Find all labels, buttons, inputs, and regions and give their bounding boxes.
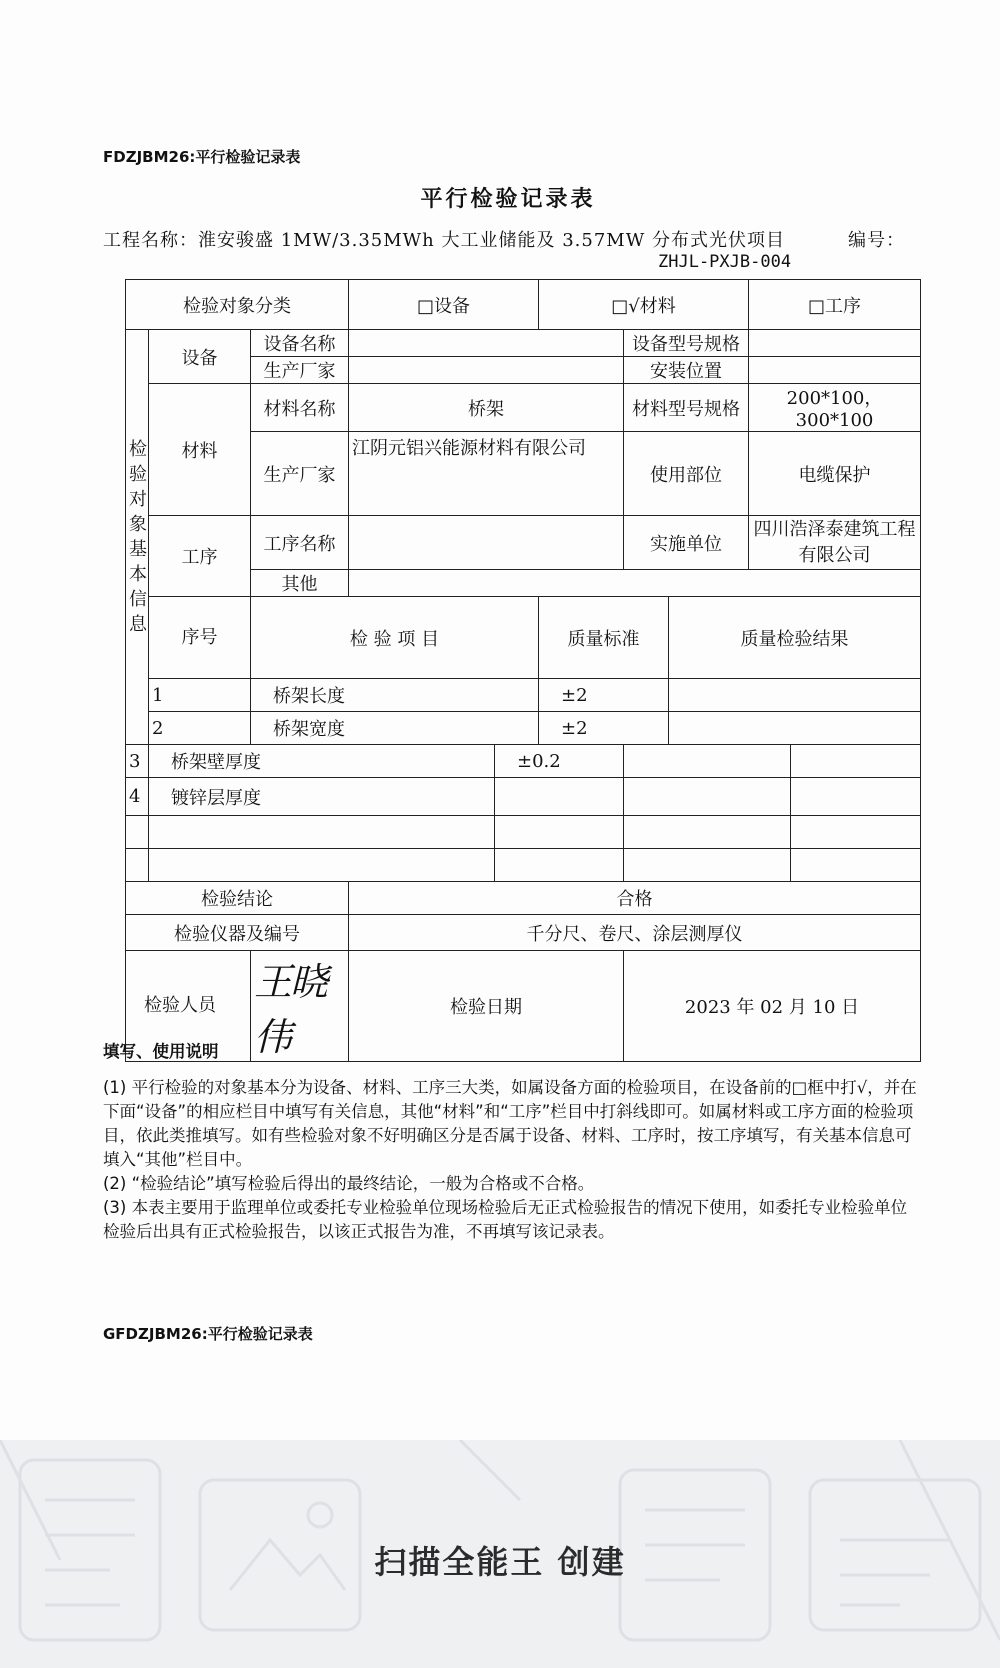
table-row	[126, 849, 921, 882]
item-remark[interactable]	[791, 849, 921, 882]
material-name-label: 材料名称	[251, 384, 349, 432]
date-value[interactable]: 2023 年 02 月 10 日	[624, 951, 921, 1062]
item-result[interactable]	[624, 778, 791, 816]
project-name: 淮安骏盛 1MW/3.35MWh 大工业储能及 3.57MW 分布式光伏项目	[198, 230, 785, 251]
note-2: (2) “检验结论”填写检验后得出的最终结论，一般为合格或不合格。	[103, 1174, 595, 1193]
material-maker-label: 生产厂家	[251, 432, 349, 516]
category-label: 检验对象分类	[126, 280, 349, 330]
material-usage-label: 使用部位	[624, 432, 749, 516]
items-standard-header: 质量标准	[539, 597, 669, 679]
equipment-maker-value[interactable]	[349, 357, 624, 384]
item-no: 1	[149, 679, 251, 712]
item-standard	[495, 778, 624, 816]
items-item-header: 检 验 项 目	[251, 597, 539, 679]
item-no: 3	[126, 745, 149, 778]
equipment-location-label: 安装位置	[624, 357, 749, 384]
item-result[interactable]	[624, 816, 791, 849]
item-no	[126, 816, 149, 849]
item-standard: ±2	[539, 712, 669, 745]
material-model-label: 材料型号规格	[624, 384, 749, 432]
project-label: 工程名称：	[103, 230, 198, 251]
serial-number: ZHJL-PXJB-004	[658, 252, 792, 272]
process-unit-value[interactable]: 四川浩泽泰建筑工程有限公司	[749, 516, 921, 570]
item-name: 桥架长度	[251, 679, 539, 712]
table-row	[126, 778, 921, 816]
date-label: 检验日期	[349, 951, 624, 1062]
equipment-model-label: 设备型号规格	[624, 330, 749, 357]
equipment-location-value[interactable]	[749, 357, 921, 384]
item-name: 镀锌层厚度	[149, 778, 495, 816]
doc-code: FDZJBM26:平行检验记录表	[103, 148, 301, 166]
equipment-name-label: 设备名称	[251, 330, 349, 357]
item-name: 桥架壁厚度	[149, 745, 495, 778]
table-row	[126, 679, 921, 712]
equipment-name-value[interactable]	[349, 330, 624, 357]
project-line	[103, 226, 905, 252]
process-name-label: 工序名称	[251, 516, 349, 570]
notes-heading: 填写、使用说明	[103, 1042, 219, 1061]
item-result[interactable]	[669, 679, 921, 712]
inspection-form	[125, 279, 921, 1062]
instrument-value[interactable]: 千分尺、卷尺、涂层测厚仪	[349, 915, 921, 951]
process-other-value[interactable]	[349, 570, 921, 597]
item-remark[interactable]	[791, 778, 921, 816]
item-name: 桥架宽度	[251, 712, 539, 745]
process-name-value[interactable]	[349, 516, 624, 570]
material-usage-value[interactable]: 电缆保护	[749, 432, 921, 516]
items-result-header: 质量检验结果	[669, 597, 921, 679]
equipment-model-value[interactable]	[749, 330, 921, 357]
inspector-signature: 王晓伟	[251, 951, 349, 1062]
instrument-label: 检验仪器及编号	[126, 915, 349, 951]
note-1: (1) 平行检验的对象基本分为设备、材料、工序三大类，如属设备方面的检验项目，在设备前的□框中打√，并在下面“设备”的相应栏目中填写有关信息，其他“材料”和“工序”栏目中打斜线即可。如属材料或工序方面的检验项目，依此类推填写。如有些检验对象不好明确区分是否属于设备、材料、工序时，按工序填写，有关基本信息可填入“其他”栏目中。	[103, 1078, 917, 1169]
document-title: 平行检验记录表	[420, 186, 596, 212]
item-standard	[495, 849, 624, 882]
item-no: 2	[149, 712, 251, 745]
item-remark[interactable]	[791, 816, 921, 849]
item-remark[interactable]	[791, 745, 921, 778]
option-equipment[interactable]: □设备	[349, 280, 539, 330]
conclusion-label: 检验结论	[126, 882, 349, 915]
process-unit-label: 实施单位	[624, 516, 749, 570]
note-3: (3) 本表主要用于监理单位或委托专业检验单位现场检验后无正式检验报告的情况下使用，如委托专业检验单位检验后出具有正式检验报告，以该正式报告为准，不再填写该记录表。	[103, 1198, 908, 1241]
inspector-label: 检验人员	[126, 951, 251, 1062]
footer-code: GFDZJBM26:平行检验记录表	[103, 1325, 313, 1343]
scanner-watermark: 扫描全能王 创建	[374, 1543, 626, 1581]
item-name	[149, 816, 495, 849]
item-standard: ±0.2	[495, 745, 624, 778]
equipment-label: 设备	[149, 330, 251, 384]
item-result[interactable]	[669, 712, 921, 745]
option-process[interactable]: □工序	[749, 280, 921, 330]
table-row	[126, 745, 921, 778]
conclusion-value[interactable]: 合格	[349, 882, 921, 915]
items-no-header: 序号	[149, 597, 251, 679]
number-label: 编号：	[848, 230, 905, 251]
item-standard	[495, 816, 624, 849]
equipment-maker-label: 生产厂家	[251, 357, 349, 384]
process-other-label: 其他	[251, 570, 349, 597]
table-row	[126, 816, 921, 849]
item-no: 4	[126, 778, 149, 816]
material-maker-value[interactable]: 江阴元铝兴能源材料有限公司	[349, 432, 624, 516]
item-standard: ±2	[539, 679, 669, 712]
item-no	[126, 849, 149, 882]
table-row	[126, 712, 921, 745]
item-result[interactable]	[624, 745, 791, 778]
process-label: 工序	[149, 516, 251, 597]
item-name	[149, 849, 495, 882]
usage-notes	[103, 1040, 923, 1244]
item-result[interactable]	[624, 849, 791, 882]
option-material[interactable]: □√材料	[539, 280, 749, 330]
material-model-value[interactable]: 200*100，300*100	[749, 384, 921, 432]
material-name-value[interactable]: 桥架	[349, 384, 624, 432]
material-label: 材料	[149, 384, 251, 516]
basic-info-label: 检验对象基本信息	[126, 330, 149, 745]
